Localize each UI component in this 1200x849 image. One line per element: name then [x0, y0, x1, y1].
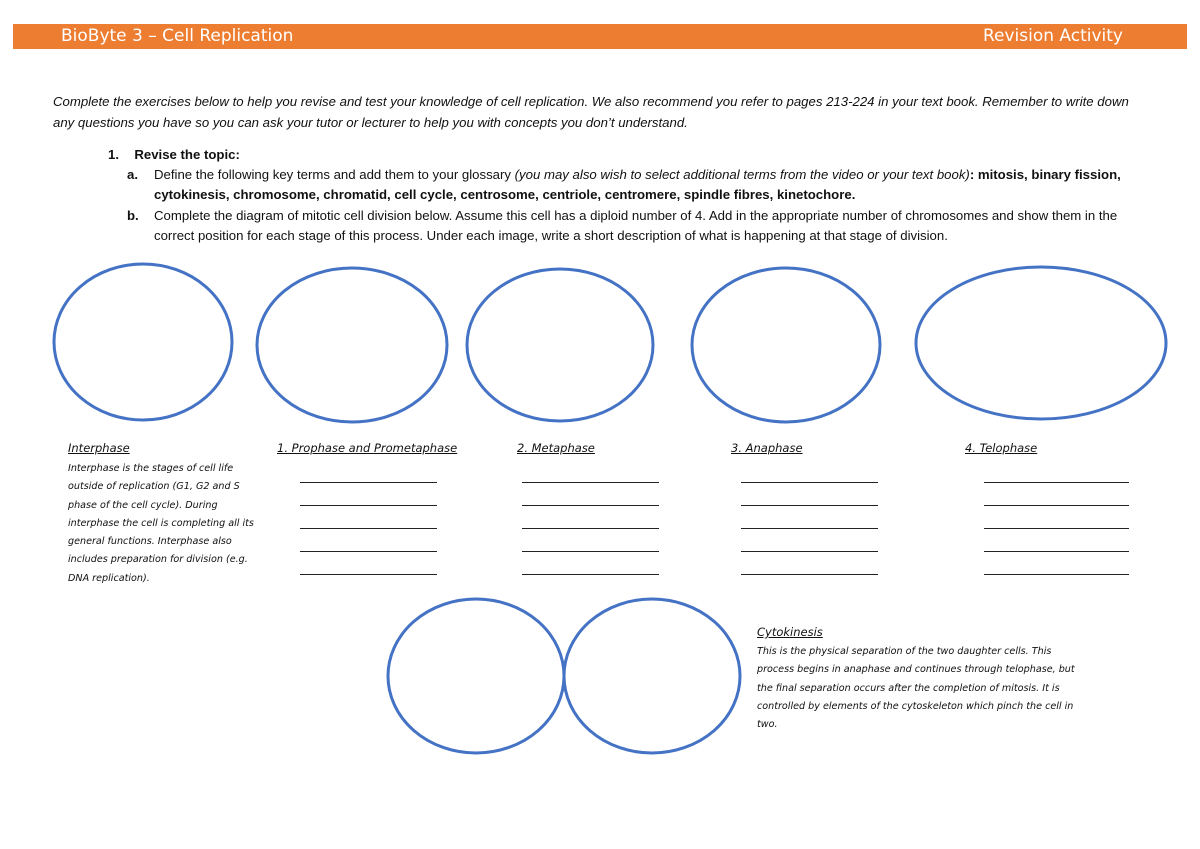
metaphase-title: 2. Metaphase — [517, 441, 595, 455]
intro-text: Complete the exercises below to help you revise and test your knowledge of cell replication. We also recommend you refer to pages 213-224 in your text book. Remember to write down any questions you have so you can ask your tutor or lecturer to help you with concepts you don’t understand. — [53, 94, 1129, 130]
anaphase-cell[interactable] — [692, 268, 880, 422]
interphase-title: Interphase — [68, 441, 130, 455]
metaphase-cell[interactable] — [467, 269, 653, 421]
question-1-number: 1. — [108, 147, 119, 162]
answer-line[interactable] — [300, 505, 437, 506]
answer-line[interactable] — [741, 551, 878, 552]
answer-line[interactable] — [741, 528, 878, 529]
question-1b-text: Complete the diagram of mitotic cell division below. Assume this cell has a diploid number of 4. Add in the appropriate number of chromosomes and show them in the correct position for each stage of this process. Under each image, write a short description of what is happening at that stage of division. — [154, 208, 1118, 243]
header-activity-label: Revision Activity — [982, 26, 1123, 46]
answer-line[interactable] — [300, 482, 437, 483]
question-1b-label: b. — [127, 208, 139, 223]
question-1a-terms: mitosis, binary fission, cytokinesis, chromosome, chromatid, cell cycle, centrosome, centriole, centromere, spindle fibres, kinetochore. — [154, 167, 1121, 202]
answer-line[interactable] — [984, 528, 1129, 529]
cytokinesis-description: This is the physical separation of the two daughter cells. This process begins in anaphase and continues through telophase, but the final separation occurs after the completion of mitosis. It is controlled by elements of the cytoskeleton which pinch the cell in two. — [757, 646, 1075, 731]
answer-line[interactable] — [522, 528, 659, 529]
answer-line[interactable] — [984, 482, 1129, 483]
interphase-description: Interphase is the stages of cell life outside of replication (G1, G2 and S phase of the cell cycle). During interphase the cell is completing all its general functions. Interphase also includes preparation for division (e.g. DNA replication). — [68, 463, 254, 584]
header-title: BioByte 3 – Cell Replication — [61, 26, 294, 46]
answer-line[interactable] — [741, 574, 878, 575]
answer-line[interactable] — [522, 505, 659, 506]
cytokinesis-cell-right[interactable] — [564, 599, 740, 753]
question-1a-text: Define the following key terms and add them to your glossary — [154, 167, 515, 182]
question-1a-italic: (you may also wish to select additional terms from the video or your text book) — [514, 167, 970, 182]
answer-line[interactable] — [984, 505, 1129, 506]
answer-line[interactable] — [984, 551, 1129, 552]
cytokinesis-cell-left[interactable] — [388, 599, 564, 753]
telophase-cell[interactable] — [916, 267, 1166, 419]
answer-line[interactable] — [741, 505, 878, 506]
answer-line[interactable] — [522, 551, 659, 552]
cytokinesis-title: Cytokinesis — [757, 625, 823, 639]
answer-line[interactable] — [300, 574, 437, 575]
answer-line[interactable] — [522, 574, 659, 575]
answer-line[interactable] — [300, 551, 437, 552]
answer-line[interactable] — [984, 574, 1129, 575]
telophase-title: 4. Telophase — [965, 441, 1038, 455]
question-1a-colon: : — [969, 167, 978, 182]
answer-line[interactable] — [300, 528, 437, 529]
anaphase-title: 3. Anaphase — [731, 441, 803, 455]
answer-line[interactable] — [741, 482, 878, 483]
prophase-cell[interactable] — [257, 268, 447, 422]
question-1-title: Revise the topic: — [134, 147, 240, 162]
interphase-cell[interactable] — [54, 264, 232, 420]
question-1a-label: a. — [127, 167, 138, 182]
answer-line[interactable] — [522, 482, 659, 483]
prophase-title: 1. Prophase and Prometaphase — [277, 441, 458, 455]
